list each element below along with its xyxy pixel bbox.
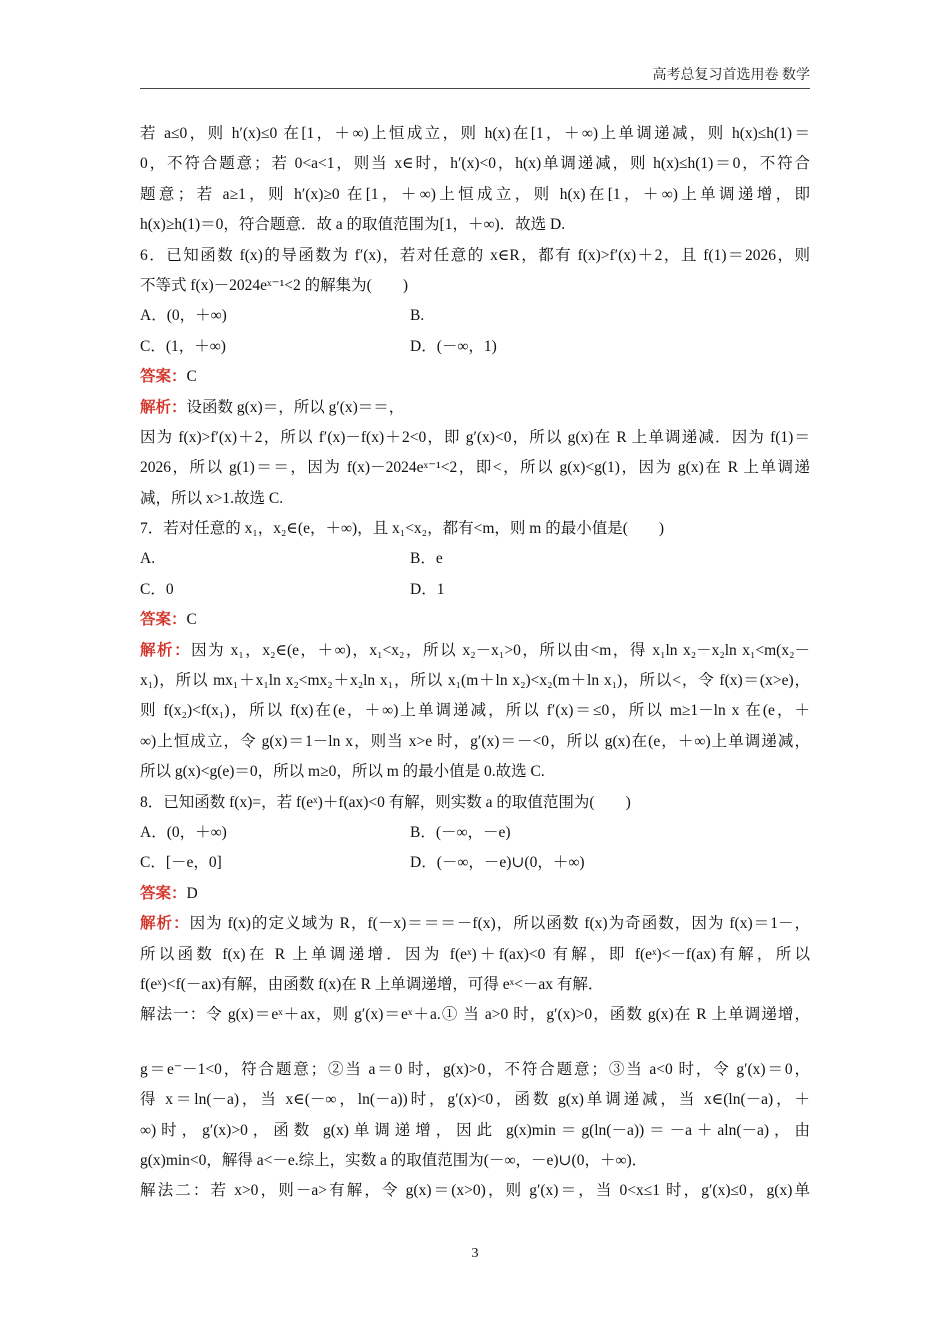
analysis-label: 解析： xyxy=(140,398,187,416)
q6-option-c: C．(1，＋∞) xyxy=(140,337,226,355)
text-line: ∞)时，g′(x)>0，函数 g(x)单调递增，因此 g(x)min＝g(ln(－a))＝－a＋aln(－a)，由 xyxy=(140,1121,810,1139)
q8-option-b: B．(－∞，－e) xyxy=(410,823,511,841)
text-line: g(x)min<0，解得 a<－e.综上，实数 a 的取值范围为(－∞，－e)∪(0，＋∞)． xyxy=(140,1151,648,1169)
question-6-stem-cont: 不等式 f(x)－2024eˣ⁻¹<2 的解集为( ) xyxy=(140,276,408,294)
text-line: 则 f(x₂)<f(x₁)，所以 f(x)在(e，＋∞)上单调递减，所以 f′(x)＝≤0，所以 m≥1－ln x 在(e，＋ xyxy=(140,702,810,720)
text-line: 解法一：令 g(x)＝eˣ＋ax，则 g′(x)＝eˣ＋a.① 当 a>0 时，g′(x)>0，函数 g(x)在 R 上单调递增， xyxy=(140,1006,810,1024)
q7-analysis xyxy=(140,636,810,666)
answer-value: C xyxy=(186,611,197,629)
q7-option-d: D．1 xyxy=(410,580,445,598)
q6-options-row-2 xyxy=(140,332,810,362)
q8-analysis xyxy=(140,909,810,939)
q8-option-a: A．(0，＋∞) xyxy=(140,823,227,841)
text-line: 减，所以 x>1.故选 C. xyxy=(140,489,284,507)
text-line: g＝e⁻－1<0，符合题意；②当 a＝0 时，g(x)>0，不符合题意；③当 a<0 时，令 g′(x)＝0， xyxy=(140,1060,810,1078)
text-line: 所以 g(x)<g(e)＝0，所以 m≥0，所以 m 的最小值是 0.故选 C. xyxy=(140,763,545,781)
question-8-stem: 8．已知函数 f(x)=，若 f(eˣ)＋f(ax)<0 有解，则实数 a 的取值范围为( ) xyxy=(140,793,631,811)
text-line: ∞)上恒成立，令 g(x)＝1－ln x，则当 x>e 时，g′(x)＝－<0，所以 g(x)在(e，＋∞)上单调递减， xyxy=(140,732,810,750)
answer-label: 答案： xyxy=(140,884,187,902)
text-line: x₁)，所以 mx₁＋x₁ln x₂<mx₂＋x₂ln x₁，所以 x₁(m＋ln x₂)<x₂(m＋ln x₁)，所以<，令 f(x)＝(x>e)， xyxy=(140,672,810,690)
text-line: 2026，所以 g(1)＝＝，因为 f(x)－2024eˣ⁻¹<2，即<，所以 g(x)<g(1)，因为 g(x)在 R 上单调递 xyxy=(140,459,810,477)
text-line: f(eˣ)<f(－ax)有解，由函数 f(x)在 R 上单调递增，可得 eˣ<－ax 有解． xyxy=(140,975,604,993)
text-line: 题意；若 a≥1，则 h′(x)≥0 在[1，＋∞)上恒成立，则 h(x)在[1，＋∞)上单调递增，即 xyxy=(140,185,810,203)
q6-option-a: A．(0，＋∞) xyxy=(140,307,227,325)
answer-label: 答案： xyxy=(140,368,187,386)
q8-options-row-1 xyxy=(140,818,810,848)
q7-options-row-2 xyxy=(140,575,810,605)
q8-options-row-2 xyxy=(140,848,810,878)
q7-option-b: B．e xyxy=(410,550,443,568)
q7-answer xyxy=(140,605,810,635)
q7-options-row-1 xyxy=(140,544,810,574)
formula-gap xyxy=(140,1031,810,1055)
q8-option-c: C．[－e，0] xyxy=(140,854,222,872)
page-header: 高考总复习首选用卷 数学 xyxy=(140,64,810,89)
text-line: 因为 f(x)>f′(x)＋2，所以 f′(x)－f(x)＋2<0，即 g′(x)<0，所以 g(x)在 R 上单调递减．因为 f(1)＝ xyxy=(140,428,810,446)
q7-option-a: A. xyxy=(140,550,156,568)
analysis-label: 解析： xyxy=(140,915,190,933)
document-body xyxy=(140,119,810,1207)
answer-value: D xyxy=(186,884,198,902)
question-6-stem: 6．已知函数 f(x)的导函数为 f′(x)，若对任意的 x∈R，都有 f(x)>f′(x)＋2，且 f(1)＝2026，则 xyxy=(140,246,810,264)
q8-option-d: D．(－∞，－e)∪(0，＋∞) xyxy=(410,854,585,872)
text-line: 0，不符合题意；若 0<a<1，则当 x∈时，h′(x)<0，h(x)单调递减，则 h(x)≤h(1)＝0，不符合 xyxy=(140,155,810,173)
analysis-text: 因为 f(x)的定义域为 R，f(－x)＝＝＝－f(x)，所以函数 f(x)为奇函数，因为 f(x)＝1－， xyxy=(189,915,810,933)
text-line: 解法二：若 x>0，则－a>有解，令 g(x)＝(x>0)，则 g′(x)＝，当 0<x≤1 时，g′(x)≤0，g(x)单 xyxy=(140,1182,810,1200)
text-line: 若 a≤0，则 h′(x)≤0 在[1，＋∞)上恒成立，则 h(x)在[1，＋∞)上单调递减，则 h(x)≤h(1)＝ xyxy=(140,125,810,142)
analysis-text: 设函数 g(x)＝，所以 g′(x)＝＝， xyxy=(186,398,405,416)
text-line: 所以函数 f(x)在 R 上单调递增．因为 f(eˣ)＋f(ax)<0 有解，即 f(eˣ)<－f(ax)有解，所以 xyxy=(140,945,810,963)
q8-answer xyxy=(140,879,810,909)
q6-analysis xyxy=(140,393,810,423)
question-7-stem: 7．若对任意的 x₁，x₂∈(e，＋∞)，且 x₁<x₂，都有<m，则 m 的最小值是( ) xyxy=(140,520,665,538)
answer-label: 答案： xyxy=(140,611,187,629)
q6-option-b: B. xyxy=(410,307,425,325)
text-line: 得 x＝ln(－a)，当 x∈(－∞，ln(－a))时，g′(x)<0，函数 g(x)单调递减，当 x∈(ln(－a)，＋ xyxy=(140,1091,810,1109)
q6-options-row-1 xyxy=(140,301,810,331)
q6-answer xyxy=(140,362,810,392)
q7-option-c: C．0 xyxy=(140,580,174,598)
page-number: 3 xyxy=(471,1246,479,1261)
answer-value: C xyxy=(186,368,197,386)
q6-option-d: D．(－∞，1) xyxy=(410,337,497,355)
analysis-text: 因为 x₁，x₂∈(e，＋∞)，x₁<x₂，所以 x₂－x₁>0，所以由<m，得 x₁ln x₂－x₂ln x₁<m(x₂－ xyxy=(191,641,810,659)
analysis-label: 解析： xyxy=(140,641,192,659)
text-line: h(x)≥h(1)＝0，符合题意．故 a 的取值范围为[1，＋∞)．故选 D. xyxy=(140,216,566,234)
